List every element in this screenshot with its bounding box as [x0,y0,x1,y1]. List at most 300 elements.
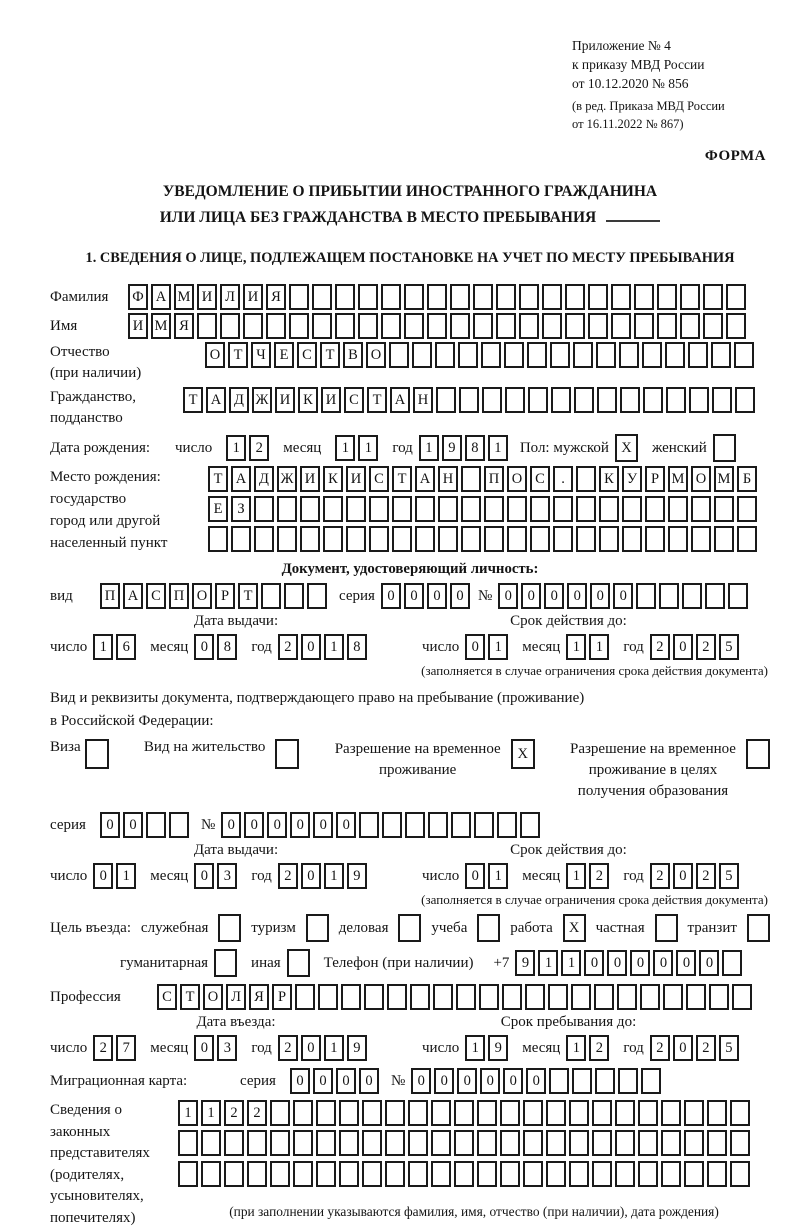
char-cell[interactable] [703,284,723,310]
char-cell[interactable] [689,387,709,413]
char-cell[interactable] [451,812,471,838]
char-cell[interactable] [546,1161,566,1187]
char-cell[interactable]: 0 [653,950,673,976]
char-cell[interactable] [385,1130,405,1156]
char-cell[interactable] [691,496,711,522]
char-cell[interactable]: 0 [526,1068,546,1094]
char-cell[interactable] [358,313,378,339]
char-cell[interactable] [178,1161,198,1187]
char-cell[interactable]: Д [229,387,249,413]
char-cell[interactable] [284,583,304,609]
char-cell[interactable] [668,496,688,522]
char-cell[interactable] [231,526,251,552]
char-cell[interactable]: 2 [278,1035,298,1061]
char-cell[interactable]: О [192,583,212,609]
char-cell[interactable]: Т [238,583,258,609]
char-cell[interactable]: 0 [544,583,564,609]
char-cell[interactable] [339,1161,359,1187]
char-cell[interactable] [520,812,540,838]
char-cell[interactable] [169,812,189,838]
char-cell[interactable]: 1 [589,634,609,660]
char-cell[interactable] [726,313,746,339]
char-cell[interactable] [500,1100,520,1126]
char-cell[interactable] [730,1130,750,1156]
char-cell[interactable] [638,1100,658,1126]
char-cell[interactable]: 9 [488,1035,508,1061]
char-cell[interactable] [611,284,631,310]
char-cell[interactable]: З [231,496,251,522]
char-cell[interactable]: Т [228,342,248,368]
char-cell[interactable] [527,342,547,368]
char-cell[interactable]: А [151,284,171,310]
char-cell[interactable] [382,812,402,838]
char-cell[interactable] [680,313,700,339]
char-cell[interactable]: 1 [566,863,586,889]
char-cell[interactable]: М [151,313,171,339]
char-cell[interactable] [479,984,499,1010]
char-cell[interactable] [737,496,757,522]
char-cell[interactable] [389,342,409,368]
char-cell[interactable] [665,342,685,368]
char-cell[interactable] [481,342,501,368]
char-cell[interactable]: 0 [498,583,518,609]
char-cell[interactable] [666,387,686,413]
char-cell[interactable] [728,583,748,609]
char-cell[interactable]: 0 [613,583,633,609]
char-cell[interactable]: 0 [434,1068,454,1094]
char-cell[interactable]: О [205,342,225,368]
char-cell[interactable]: 0 [699,950,719,976]
char-cell[interactable] [358,284,378,310]
char-cell[interactable] [435,342,455,368]
char-cell[interactable] [553,496,573,522]
char-cell[interactable] [438,496,458,522]
char-cell[interactable]: 2 [93,1035,113,1061]
char-cell[interactable]: С [157,984,177,1010]
char-cell[interactable]: О [691,466,711,492]
char-cell[interactable] [661,1100,681,1126]
char-cell[interactable]: 1 [538,950,558,976]
char-cell[interactable] [261,583,281,609]
char-cell[interactable]: У [622,466,642,492]
char-cell[interactable]: 0 [480,1068,500,1094]
purpose-official-checkbox[interactable] [218,914,241,942]
char-cell[interactable] [277,526,297,552]
char-cell[interactable] [477,1130,497,1156]
char-cell[interactable] [431,1130,451,1156]
char-cell[interactable] [362,1161,382,1187]
char-cell[interactable]: Я [249,984,269,1010]
char-cell[interactable] [638,1161,658,1187]
char-cell[interactable] [576,496,596,522]
char-cell[interactable] [622,496,642,522]
char-cell[interactable]: 0 [290,812,310,838]
char-cell[interactable]: А [123,583,143,609]
char-cell[interactable]: 0 [313,1068,333,1094]
char-cell[interactable] [270,1161,290,1187]
char-cell[interactable] [220,313,240,339]
char-cell[interactable] [381,284,401,310]
char-cell[interactable] [436,387,456,413]
char-cell[interactable]: К [323,466,343,492]
char-cell[interactable]: Я [174,313,194,339]
char-cell[interactable]: Ж [252,387,272,413]
char-cell[interactable] [507,526,527,552]
char-cell[interactable]: 0 [404,583,424,609]
char-cell[interactable] [408,1100,428,1126]
char-cell[interactable] [572,1068,592,1094]
char-cell[interactable]: 0 [465,634,485,660]
char-cell[interactable] [318,984,338,1010]
char-cell[interactable]: 9 [515,950,535,976]
char-cell[interactable]: 0 [457,1068,477,1094]
char-cell[interactable] [707,1130,727,1156]
char-cell[interactable]: Я [266,284,286,310]
char-cell[interactable] [450,313,470,339]
char-cell[interactable] [316,1100,336,1126]
char-cell[interactable]: 1 [488,863,508,889]
char-cell[interactable] [507,496,527,522]
char-cell[interactable] [542,284,562,310]
purpose-study-checkbox[interactable] [477,914,500,942]
char-cell[interactable]: 2 [589,1035,609,1061]
char-cell[interactable]: 9 [442,435,462,461]
char-cell[interactable] [596,342,616,368]
char-cell[interactable]: И [321,387,341,413]
char-cell[interactable]: Е [274,342,294,368]
char-cell[interactable] [588,284,608,310]
char-cell[interactable] [705,583,725,609]
edu-permit-checkbox[interactable] [746,739,770,769]
char-cell[interactable]: О [366,342,386,368]
char-cell[interactable] [734,342,754,368]
char-cell[interactable]: И [300,466,320,492]
char-cell[interactable]: 2 [650,1035,670,1061]
char-cell[interactable]: С [344,387,364,413]
char-cell[interactable]: 0 [567,583,587,609]
char-cell[interactable] [576,526,596,552]
char-cell[interactable] [461,526,481,552]
char-cell[interactable]: И [197,284,217,310]
char-cell[interactable] [341,984,361,1010]
char-cell[interactable] [438,526,458,552]
char-cell[interactable] [428,812,448,838]
char-cell[interactable] [550,342,570,368]
char-cell[interactable] [496,284,516,310]
char-cell[interactable] [735,387,755,413]
char-cell[interactable] [243,313,263,339]
char-cell[interactable]: Е [208,496,228,522]
char-cell[interactable]: 0 [673,1035,693,1061]
char-cell[interactable] [247,1161,267,1187]
char-cell[interactable]: С [297,342,317,368]
char-cell[interactable]: 1 [324,634,344,660]
char-cell[interactable] [474,812,494,838]
char-cell[interactable]: К [599,466,619,492]
char-cell[interactable] [312,313,332,339]
char-cell[interactable]: 2 [278,634,298,660]
char-cell[interactable]: 1 [488,435,508,461]
char-cell[interactable] [737,526,757,552]
char-cell[interactable] [208,526,228,552]
char-cell[interactable] [307,583,327,609]
char-cell[interactable] [335,284,355,310]
char-cell[interactable] [684,1161,704,1187]
char-cell[interactable]: Н [438,466,458,492]
char-cell[interactable] [548,984,568,1010]
char-cell[interactable] [714,526,734,552]
char-cell[interactable] [289,313,309,339]
char-cell[interactable]: 9 [347,863,367,889]
char-cell[interactable]: 0 [301,1035,321,1061]
char-cell[interactable]: 7 [116,1035,136,1061]
char-cell[interactable] [415,496,435,522]
char-cell[interactable] [458,342,478,368]
char-cell[interactable] [634,284,654,310]
char-cell[interactable] [686,984,706,1010]
char-cell[interactable] [450,284,470,310]
char-cell[interactable]: Б [737,466,757,492]
char-cell[interactable] [362,1100,382,1126]
char-cell[interactable] [454,1161,474,1187]
char-cell[interactable] [293,1130,313,1156]
char-cell[interactable] [427,284,447,310]
char-cell[interactable] [684,1100,704,1126]
char-cell[interactable]: 2 [249,435,269,461]
char-cell[interactable]: И [275,387,295,413]
char-cell[interactable] [484,526,504,552]
char-cell[interactable] [682,583,702,609]
char-cell[interactable] [730,1100,750,1126]
residence-permit-checkbox[interactable] [275,739,299,769]
char-cell[interactable]: 0 [503,1068,523,1094]
char-cell[interactable] [551,387,571,413]
char-cell[interactable]: 0 [221,812,241,838]
char-cell[interactable]: Т [180,984,200,1010]
char-cell[interactable] [597,387,617,413]
char-cell[interactable] [657,284,677,310]
char-cell[interactable] [657,313,677,339]
char-cell[interactable] [523,1130,543,1156]
char-cell[interactable] [714,496,734,522]
char-cell[interactable] [387,984,407,1010]
char-cell[interactable]: 2 [247,1100,267,1126]
char-cell[interactable]: 0 [630,950,650,976]
char-cell[interactable]: 2 [650,634,670,660]
char-cell[interactable]: С [369,466,389,492]
char-cell[interactable] [530,496,550,522]
char-cell[interactable] [617,984,637,1010]
char-cell[interactable]: 8 [347,634,367,660]
char-cell[interactable]: О [507,466,527,492]
char-cell[interactable]: 0 [313,812,333,838]
char-cell[interactable] [408,1130,428,1156]
char-cell[interactable]: 1 [561,950,581,976]
char-cell[interactable] [505,387,525,413]
purpose-other-checkbox[interactable] [287,949,310,977]
char-cell[interactable]: 5 [719,1035,739,1061]
char-cell[interactable]: 2 [278,863,298,889]
char-cell[interactable]: 3 [217,863,237,889]
char-cell[interactable] [359,812,379,838]
char-cell[interactable] [454,1100,474,1126]
char-cell[interactable]: 0 [244,812,264,838]
char-cell[interactable] [473,284,493,310]
char-cell[interactable]: 0 [336,1068,356,1094]
char-cell[interactable]: 0 [590,583,610,609]
char-cell[interactable]: 1 [488,634,508,660]
char-cell[interactable]: С [146,583,166,609]
char-cell[interactable] [339,1100,359,1126]
char-cell[interactable] [638,1130,658,1156]
char-cell[interactable] [473,313,493,339]
char-cell[interactable]: Т [392,466,412,492]
char-cell[interactable] [502,984,522,1010]
char-cell[interactable]: 8 [217,634,237,660]
purpose-humanitarian-checkbox[interactable] [214,949,237,977]
char-cell[interactable]: 1 [335,435,355,461]
char-cell[interactable] [431,1100,451,1126]
char-cell[interactable] [680,284,700,310]
char-cell[interactable] [594,984,614,1010]
char-cell[interactable] [691,526,711,552]
char-cell[interactable] [412,342,432,368]
char-cell[interactable]: М [174,284,194,310]
char-cell[interactable] [611,313,631,339]
char-cell[interactable]: А [390,387,410,413]
char-cell[interactable] [289,284,309,310]
char-cell[interactable]: 0 [93,863,113,889]
char-cell[interactable] [592,1161,612,1187]
char-cell[interactable]: Л [226,984,246,1010]
char-cell[interactable]: 1 [465,1035,485,1061]
char-cell[interactable] [392,496,412,522]
char-cell[interactable]: Т [183,387,203,413]
char-cell[interactable]: 0 [427,583,447,609]
char-cell[interactable]: Р [272,984,292,1010]
char-cell[interactable]: Ч [251,342,271,368]
char-cell[interactable]: 0 [194,1035,214,1061]
char-cell[interactable]: 1 [566,1035,586,1061]
char-cell[interactable] [569,1130,589,1156]
char-cell[interactable]: 1 [419,435,439,461]
char-cell[interactable]: С [530,466,550,492]
char-cell[interactable]: И [128,313,148,339]
char-cell[interactable] [461,496,481,522]
char-cell[interactable] [615,1161,635,1187]
char-cell[interactable] [254,496,274,522]
char-cell[interactable] [619,342,639,368]
char-cell[interactable]: 0 [359,1068,379,1094]
char-cell[interactable]: . [553,466,573,492]
char-cell[interactable] [385,1161,405,1187]
char-cell[interactable]: 5 [719,634,739,660]
char-cell[interactable] [346,496,366,522]
char-cell[interactable] [528,387,548,413]
purpose-transit-checkbox[interactable] [747,914,770,942]
purpose-private-checkbox[interactable] [655,914,678,942]
char-cell[interactable] [732,984,752,1010]
char-cell[interactable] [454,1130,474,1156]
char-cell[interactable] [642,342,662,368]
char-cell[interactable] [615,1100,635,1126]
char-cell[interactable] [549,1068,569,1094]
char-cell[interactable] [408,1161,428,1187]
char-cell[interactable] [569,1100,589,1126]
char-cell[interactable]: Л [220,284,240,310]
char-cell[interactable]: Р [215,583,235,609]
char-cell[interactable]: 0 [194,863,214,889]
char-cell[interactable] [645,526,665,552]
temp-permit-checkbox[interactable]: X [511,739,535,769]
char-cell[interactable]: 0 [465,863,485,889]
char-cell[interactable]: 0 [290,1068,310,1094]
char-cell[interactable] [339,1130,359,1156]
char-cell[interactable]: П [169,583,189,609]
char-cell[interactable] [595,1068,615,1094]
char-cell[interactable] [726,284,746,310]
char-cell[interactable] [312,284,332,310]
char-cell[interactable] [415,526,435,552]
char-cell[interactable]: 0 [584,950,604,976]
char-cell[interactable]: 9 [347,1035,367,1061]
char-cell[interactable] [270,1100,290,1126]
char-cell[interactable]: 0 [673,863,693,889]
char-cell[interactable] [224,1161,244,1187]
char-cell[interactable] [381,313,401,339]
char-cell[interactable] [640,984,660,1010]
char-cell[interactable] [146,812,166,838]
char-cell[interactable] [364,984,384,1010]
char-cell[interactable]: И [346,466,366,492]
char-cell[interactable]: 0 [411,1068,431,1094]
char-cell[interactable]: 2 [696,863,716,889]
char-cell[interactable]: 0 [336,812,356,838]
char-cell[interactable] [592,1100,612,1126]
char-cell[interactable]: 0 [676,950,696,976]
char-cell[interactable] [688,342,708,368]
char-cell[interactable] [496,313,516,339]
char-cell[interactable] [316,1130,336,1156]
char-cell[interactable]: П [100,583,120,609]
char-cell[interactable] [599,496,619,522]
char-cell[interactable] [553,526,573,552]
char-cell[interactable] [201,1130,221,1156]
char-cell[interactable] [592,1130,612,1156]
char-cell[interactable] [178,1130,198,1156]
char-cell[interactable] [599,526,619,552]
char-cell[interactable] [574,387,594,413]
char-cell[interactable]: 0 [123,812,143,838]
char-cell[interactable] [277,496,297,522]
char-cell[interactable] [525,984,545,1010]
char-cell[interactable] [500,1130,520,1156]
char-cell[interactable] [707,1100,727,1126]
char-cell[interactable] [634,313,654,339]
char-cell[interactable]: М [668,466,688,492]
char-cell[interactable]: Н [413,387,433,413]
char-cell[interactable] [316,1161,336,1187]
char-cell[interactable]: И [243,284,263,310]
char-cell[interactable]: 5 [719,863,739,889]
char-cell[interactable] [427,313,447,339]
char-cell[interactable]: 0 [673,634,693,660]
char-cell[interactable] [459,387,479,413]
purpose-work-checkbox[interactable]: X [563,914,586,942]
char-cell[interactable] [519,313,539,339]
char-cell[interactable]: 1 [566,634,586,660]
char-cell[interactable]: А [231,466,251,492]
